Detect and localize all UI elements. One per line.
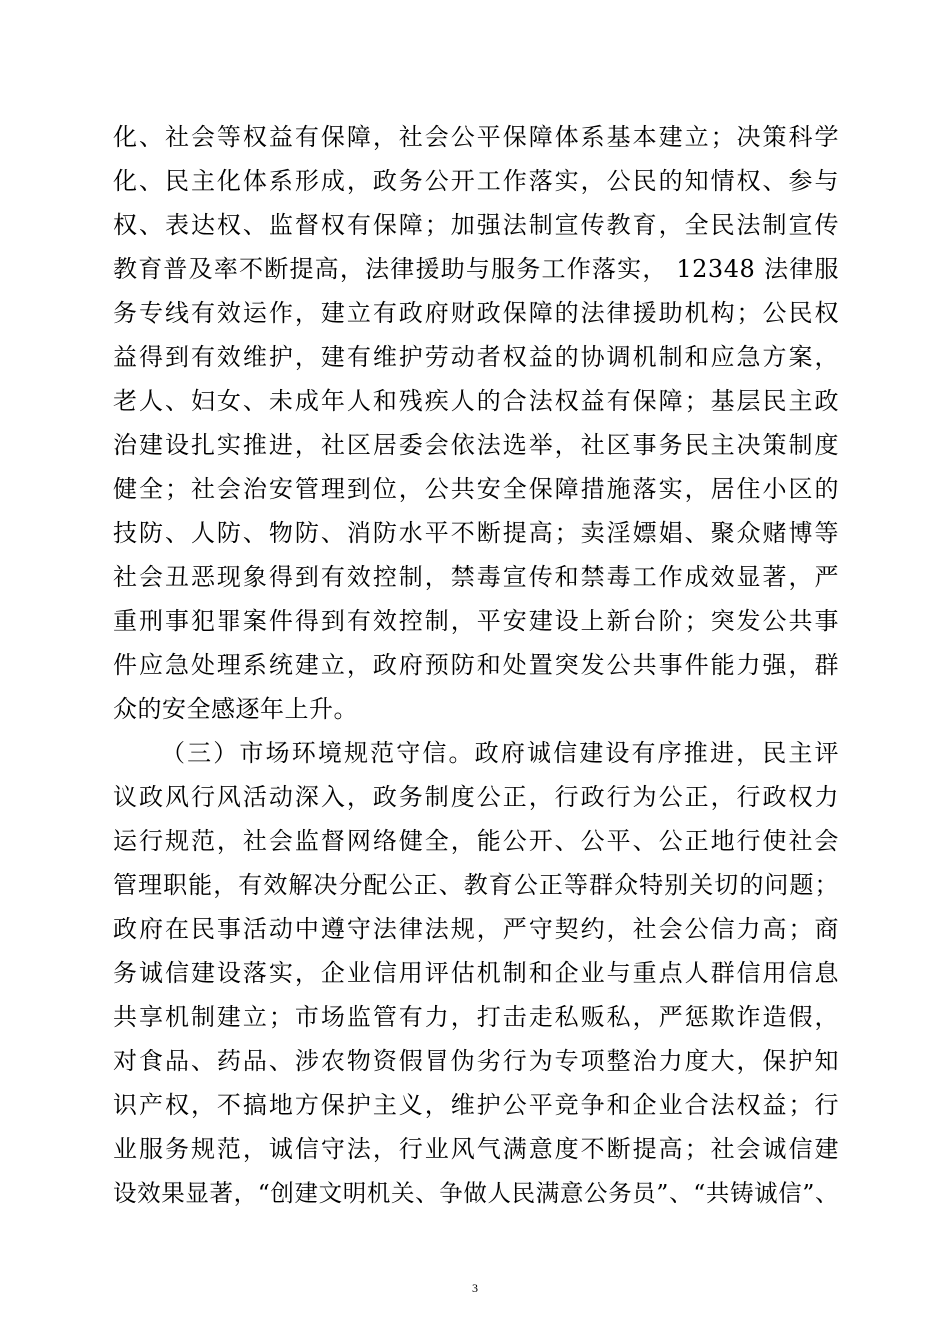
text-line: 化、民主化体系形成，政务公开工作落实，公民的知情权、参与 (113, 167, 839, 195)
text-line: 益得到有效维护，建有维护劳动者权益的协调机制和应急方案， (113, 343, 839, 371)
text-line: 老人、妇女、未成年人和残疾人的合法权益有保障；基层民主政 (113, 387, 839, 415)
text-line: 务诚信建设落实，企业信用评估机制和企业与重点人群信用信息 (113, 959, 839, 987)
section-heading-line: （三）市场环境规范守信。政府诚信建设有序推进，民主评 (161, 739, 839, 767)
text-line: 社会丑恶现象得到有效控制，禁毒宣传和禁毒工作成效显著，严 (113, 563, 839, 591)
text-line: 议政风行风活动深入，政务制度公正，行政行为公正，行政权力 (113, 783, 839, 811)
text-line: 运行规范，社会监督网络健全，能公开、公平、公正地行使社会 (113, 827, 839, 855)
text-line: 政府在民事活动中遵守法律法规，严守契约，社会公信力高；商 (113, 915, 839, 943)
text-line: 重刑事犯罪案件得到有效控制，平安建设上新台阶；突发公共事 (113, 607, 839, 635)
text-line: 识产权，不搞地方保护主义，维护公平竞争和企业合法权益；行 (113, 1091, 839, 1119)
text-line: 共享机制建立；市场监管有力，打击走私贩私，严惩欺诈造假， (113, 1003, 839, 1031)
text-line: 业服务规范，诚信守法，行业风气满意度不断提高；社会诚信建 (113, 1135, 839, 1163)
text-line: 化、社会等权益有保障，社会公平保障体系基本建立；决策科学 (113, 123, 839, 151)
text-line: 务专线有效运作，建立有政府财政保障的法律援助机构；公民权 (113, 299, 839, 327)
text-line: 管理职能，有效解决分配公正、教育公正等群众特别关切的问题； (113, 871, 839, 899)
page-number: 3 (472, 1281, 478, 1295)
text-line: 件应急处理系统建立，政府预防和处置突发公共事件能力强，群 (113, 651, 839, 679)
text-line: 众的安全感逐年上升。 (113, 695, 358, 723)
text-line: 对食品、药品、涉农物资假冒伪劣行为专项整治力度大，保护知 (113, 1047, 839, 1075)
text-line: 治建设扎实推进，社区居委会依法选举，社区事务民主决策制度 (113, 431, 839, 459)
text-line: 教育普及率不断提高，法律援助与服务工作落实， 12348 法律服 (113, 255, 839, 283)
text-line: 技防、人防、物防、消防水平不断提高；卖淫嫖娼、聚众赌博等 (113, 519, 839, 547)
text-line: 设效果显著，“创建文明机关、争做人民满意公务员”、“共铸诚信”、 (113, 1179, 839, 1207)
text-line: 健全；社会治安管理到位，公共安全保障措施落实，居住小区的 (113, 475, 839, 503)
text-line: 权、表达权、监督权有保障；加强法制宣传教育，全民法制宣传 (113, 211, 839, 239)
